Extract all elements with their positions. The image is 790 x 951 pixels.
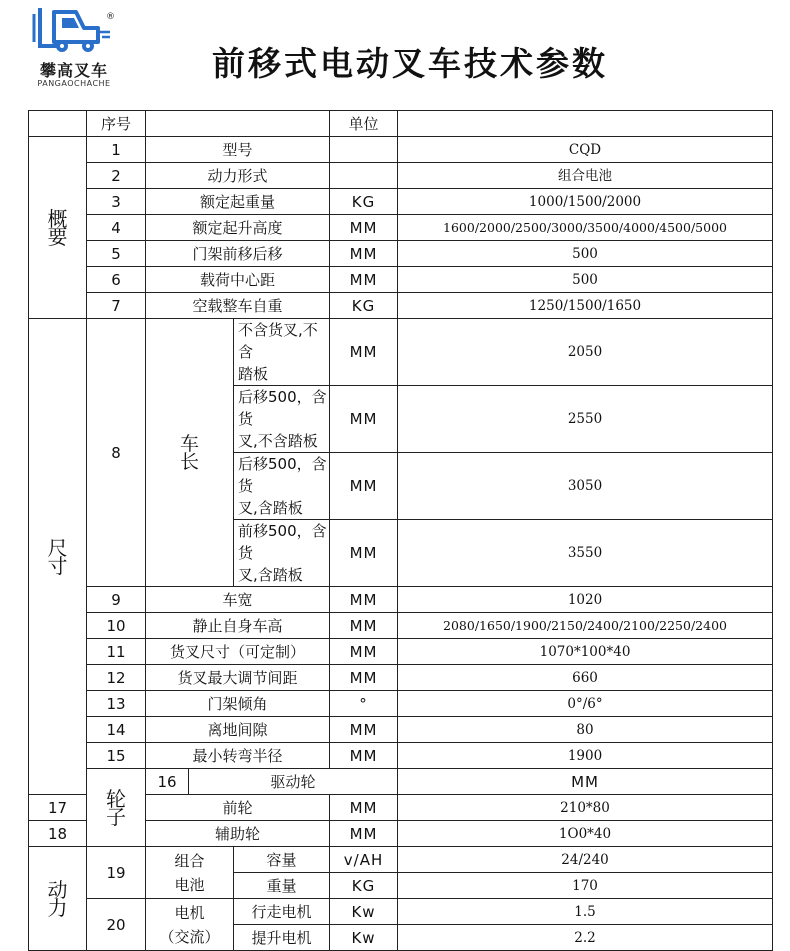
row-value: 1020: [398, 587, 773, 613]
row-unit: KG: [330, 293, 398, 319]
sub-row-name: 前移500，含货 叉,含踏板: [234, 520, 330, 587]
row-value: 组合电池: [398, 163, 773, 189]
row-value: 170: [398, 873, 773, 899]
row-group: 组合 电池: [146, 847, 234, 899]
row-name: 门架前移后移: [146, 241, 330, 267]
row-unit: MM: [330, 587, 398, 613]
forklift-icon: [32, 6, 112, 54]
row-unit: MM: [330, 717, 398, 743]
row-value: 660: [398, 665, 773, 691]
table-row: [29, 847, 773, 873]
header-index: 序号: [87, 111, 146, 137]
row-index: 7: [87, 293, 146, 319]
brand-name: 攀高叉车: [39, 61, 108, 80]
table-row: [29, 293, 773, 319]
header-name: [146, 111, 330, 137]
table-row: [29, 241, 773, 267]
row-name: 货叉尺寸（可定制）: [146, 639, 330, 665]
table-row: [29, 613, 773, 639]
row-index: 20: [87, 899, 146, 951]
sub-row-name: 不含货叉,不含 踏板: [234, 319, 330, 386]
sub-row-name: 行走电机: [234, 899, 330, 925]
table-row: [29, 587, 773, 613]
row-name: 车 长: [146, 319, 234, 587]
row-unit: v/AH: [330, 847, 398, 873]
row-index: 12: [87, 665, 146, 691]
table-row: [29, 743, 773, 769]
header-value: [398, 111, 773, 137]
sub-row-name: 提升电机: [234, 925, 330, 951]
row-unit: MM: [330, 215, 398, 241]
row-unit: MM: [330, 821, 398, 847]
table-row: [29, 691, 773, 717]
table-row: [29, 639, 773, 665]
table-row: [29, 665, 773, 691]
row-name: 前轮: [146, 795, 330, 821]
row-value: 1000/1500/2000: [398, 189, 773, 215]
row-index: 15: [87, 743, 146, 769]
row-value: 1250/1500/1650: [398, 293, 773, 319]
row-index: 16: [146, 769, 189, 795]
sub-row-name: 后移500，含货 叉,不含踏板: [234, 386, 330, 453]
row-index: 8: [87, 319, 146, 587]
row-value: 2050: [398, 319, 773, 386]
row-unit: Kw: [330, 899, 398, 925]
row-value: 2.2: [398, 925, 773, 951]
table-row: [29, 215, 773, 241]
row-unit: KG: [330, 189, 398, 215]
table-row: [29, 267, 773, 293]
row-index: 17: [29, 795, 87, 821]
row-name: 离地间隙: [146, 717, 330, 743]
row-name: 额定起重量: [146, 189, 330, 215]
row-unit: [330, 163, 398, 189]
row-unit: MM: [330, 639, 398, 665]
sub-row-name: 容量: [234, 847, 330, 873]
row-unit: MM: [330, 795, 398, 821]
row-value: 24/240: [398, 847, 773, 873]
category-power: 动 力: [29, 847, 87, 951]
row-index: 14: [87, 717, 146, 743]
row-unit: MM: [330, 319, 398, 386]
row-unit: MM: [330, 743, 398, 769]
row-name: 驱动轮: [189, 769, 398, 795]
sub-row-name: 后移500，含货 叉,含踏板: [234, 453, 330, 520]
row-unit: Kw: [330, 925, 398, 951]
table-row: [29, 189, 773, 215]
row-name: 货叉最大调节间距: [146, 665, 330, 691]
row-unit: KG: [330, 873, 398, 899]
row-index: 18: [29, 821, 87, 847]
table-row: [29, 319, 773, 386]
row-name: 车宽: [146, 587, 330, 613]
row-value: 80: [398, 717, 773, 743]
row-value: 0°/6°: [398, 691, 773, 717]
row-unit: °: [330, 691, 398, 717]
page-title: 前移式电动叉车技术参数: [212, 44, 608, 83]
row-index: 9: [87, 587, 146, 613]
row-index: 1: [87, 137, 146, 163]
row-index: 5: [87, 241, 146, 267]
row-index: 13: [87, 691, 146, 717]
brand-name-en: PANGAOCHACHE: [37, 79, 111, 88]
row-unit: MM: [330, 613, 398, 639]
row-name: 载荷中心距: [146, 267, 330, 293]
row-name: 门架倾角: [146, 691, 330, 717]
row-name: 额定起升高度: [146, 215, 330, 241]
row-unit: MM: [330, 386, 398, 453]
row-unit: MM: [398, 769, 773, 795]
header-unit: 单位: [330, 111, 398, 137]
spec-table: [28, 110, 773, 951]
row-name: 型号: [146, 137, 330, 163]
row-value: 1900: [398, 743, 773, 769]
registered-mark: ®: [106, 12, 115, 22]
row-unit: MM: [330, 453, 398, 520]
table-row: [29, 163, 773, 189]
row-unit: MM: [330, 520, 398, 587]
row-value: 2080/1650/1900/2150/2400/2100/2250/2400: [398, 613, 773, 639]
table-row: [29, 769, 773, 795]
sub-row-name: 重量: [234, 873, 330, 899]
row-index: 19: [87, 847, 146, 899]
row-index: 4: [87, 215, 146, 241]
table-row: [29, 137, 773, 163]
row-index: 11: [87, 639, 146, 665]
row-unit: [330, 137, 398, 163]
row-index: 10: [87, 613, 146, 639]
row-name: 辅助轮: [146, 821, 330, 847]
row-unit: MM: [330, 665, 398, 691]
row-name: 静止自身车高: [146, 613, 330, 639]
row-value: 210*80: [398, 795, 773, 821]
row-index: 3: [87, 189, 146, 215]
row-group: 电机 （交流）: [146, 899, 234, 951]
table-header: [29, 111, 773, 137]
category-overview: 概 要: [29, 137, 87, 319]
header-category: [29, 111, 87, 137]
table-row: [29, 899, 773, 925]
brand-logo: [18, 6, 136, 94]
row-value: 1070*100*40: [398, 639, 773, 665]
row-name: 空载整车自重: [146, 293, 330, 319]
category-dimensions: 尺 寸: [29, 319, 87, 795]
row-value: CQD: [398, 137, 773, 163]
row-name: 动力形式: [146, 163, 330, 189]
row-value: 500: [398, 241, 773, 267]
row-value: 3050: [398, 453, 773, 520]
row-value: 1600/2000/2500/3000/3500/4000/4500/5000: [398, 215, 773, 241]
row-index: 6: [87, 267, 146, 293]
row-value: 1O0*40: [398, 821, 773, 847]
row-value: 2550: [398, 386, 773, 453]
row-index: 2: [87, 163, 146, 189]
table-row: [29, 717, 773, 743]
row-value: 3550: [398, 520, 773, 587]
category-wheels: 轮 子: [87, 769, 146, 847]
row-unit: MM: [330, 241, 398, 267]
row-value: 1.5: [398, 899, 773, 925]
row-name: 最小转弯半径: [146, 743, 330, 769]
row-value: 500: [398, 267, 773, 293]
row-unit: MM: [330, 267, 398, 293]
